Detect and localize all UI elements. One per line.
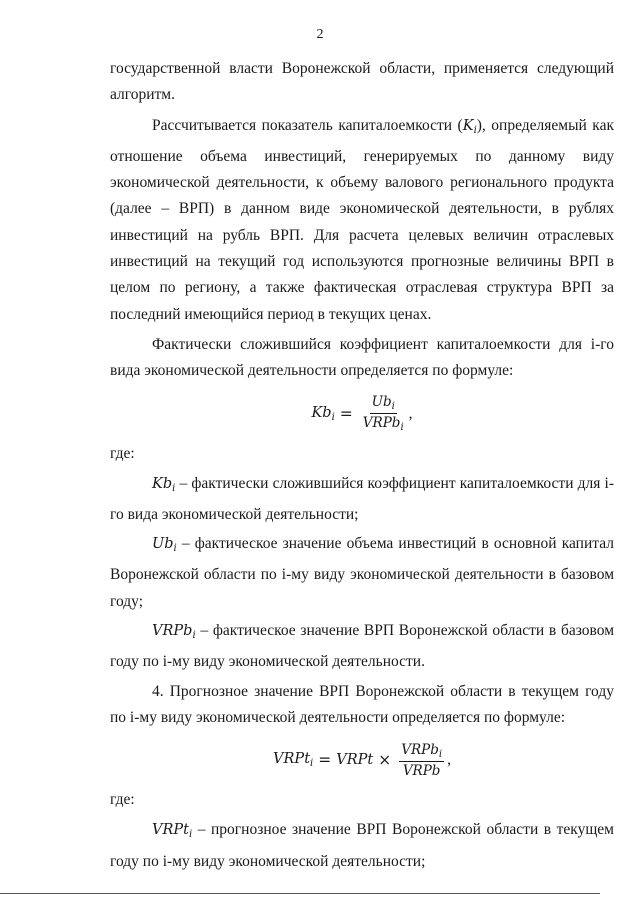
formula-lhs	[273, 751, 313, 769]
paragraph-actual-coefficient: Фактически сложившийся коэффициент капиталоемкости для i-го вида экономической деятельности определяется по формуле:	[110, 335, 614, 380]
formula-lhs-subscript: i	[310, 758, 314, 770]
fraction-numerator	[399, 742, 444, 762]
variable-subscript: i	[173, 543, 177, 555]
variable-subscript: i	[473, 124, 477, 136]
variable-symbol: K	[462, 117, 474, 134]
denominator-symbol: VRPb	[362, 415, 401, 432]
formula-vrpt	[110, 737, 614, 783]
where-label: где:	[110, 791, 135, 809]
numerator-symbol: VRPb	[401, 741, 439, 758]
variable-symbol: Ub	[152, 536, 174, 553]
variable-subscript: i	[188, 829, 193, 841]
variable-symbol: Kb	[152, 475, 173, 492]
paragraph-continuation: государственной власти Воронежской области, применяется следующий алгоритм.	[110, 60, 614, 104]
variable-vrpb	[152, 623, 196, 642]
variable-symbol: VRPb	[152, 623, 193, 640]
page-number: 2	[316, 27, 324, 42]
formula-lhs-symbol: Kb	[311, 404, 332, 421]
formula-term: VRPt	[336, 752, 374, 769]
equals-sign: =	[339, 404, 353, 423]
where-label: где:	[110, 444, 135, 462]
text-segment: Рассчитывается показатель капиталоемкости (	[152, 116, 463, 134]
variable-symbol: VRPt	[152, 822, 189, 839]
variable-kb	[152, 476, 175, 492]
fraction-denominator: VRPb	[402, 762, 441, 779]
document-body	[110, 56, 614, 875]
fraction-numerator	[370, 394, 397, 414]
formula-lhs-subscript: i	[331, 411, 335, 423]
definition-text: – фактическое значение ВРП Воронежской области в базовом году по i-му виду экономической деятельности.	[110, 622, 614, 671]
definition-text: – прогнозное значение ВРП Воронежской области в текущем году по i-му виду экономической деятельности;	[110, 821, 614, 870]
formula-comma: ,	[408, 404, 413, 422]
definition-ub	[110, 531, 614, 615]
definition-vrpt	[110, 817, 614, 875]
formula-lhs	[311, 405, 334, 423]
footer-rule	[0, 893, 600, 894]
fraction	[399, 742, 444, 779]
equals-sign: =	[318, 751, 332, 770]
paragraph-capital-intensity	[110, 113, 614, 328]
variable-subscript: i	[192, 630, 196, 642]
formula-comma: ,	[447, 751, 451, 769]
variable-ub	[152, 536, 177, 555]
variable-vrpt	[152, 822, 193, 841]
text-segment: ), определяемый как отношение объема инвестиций, генерируемых по данному виду экономической деятельности, к объему валового регионального продукта (далее – ВРП) в данном виде экономической деятельности, в рублях инвестиций на рубль ВРП. Для расчета целевых величин отраслевых инвестиций на текущий год используются прогнозные величины ВРП в целом по региону, а также фактическая отраслевая структура ВРП за последний имеющийся период в текущих ценах.	[110, 116, 614, 323]
formula-kb	[110, 391, 614, 437]
variable-subscript: i	[172, 482, 176, 494]
denominator-subscript: i	[400, 422, 404, 434]
multiply-sign: ×	[378, 751, 392, 770]
fraction	[361, 394, 406, 433]
definition-text: – фактическое значение объема инвестиций в основной капитал Воронежской области по i-му виду экономической деятельности в базовом году;	[110, 535, 614, 610]
numerator-subscript: i	[391, 401, 395, 413]
numerator-symbol: Ub	[371, 394, 392, 411]
formula-lhs-symbol: VRPt	[273, 751, 311, 768]
paragraph-forecast: 4. Прогнозное значение ВРП Воронежской области в текущем году по i-му виду экономической деятельности определяется по формуле:	[110, 682, 614, 726]
definition-kb	[110, 471, 614, 529]
variable-k	[463, 118, 477, 134]
definition-vrpb	[110, 618, 614, 676]
numerator-subscript: i	[438, 748, 443, 760]
fraction-denominator	[361, 414, 406, 433]
definition-text: – фактически сложившийся коэффициент капиталоемкости для i-го вида экономической деятельности;	[110, 474, 614, 523]
